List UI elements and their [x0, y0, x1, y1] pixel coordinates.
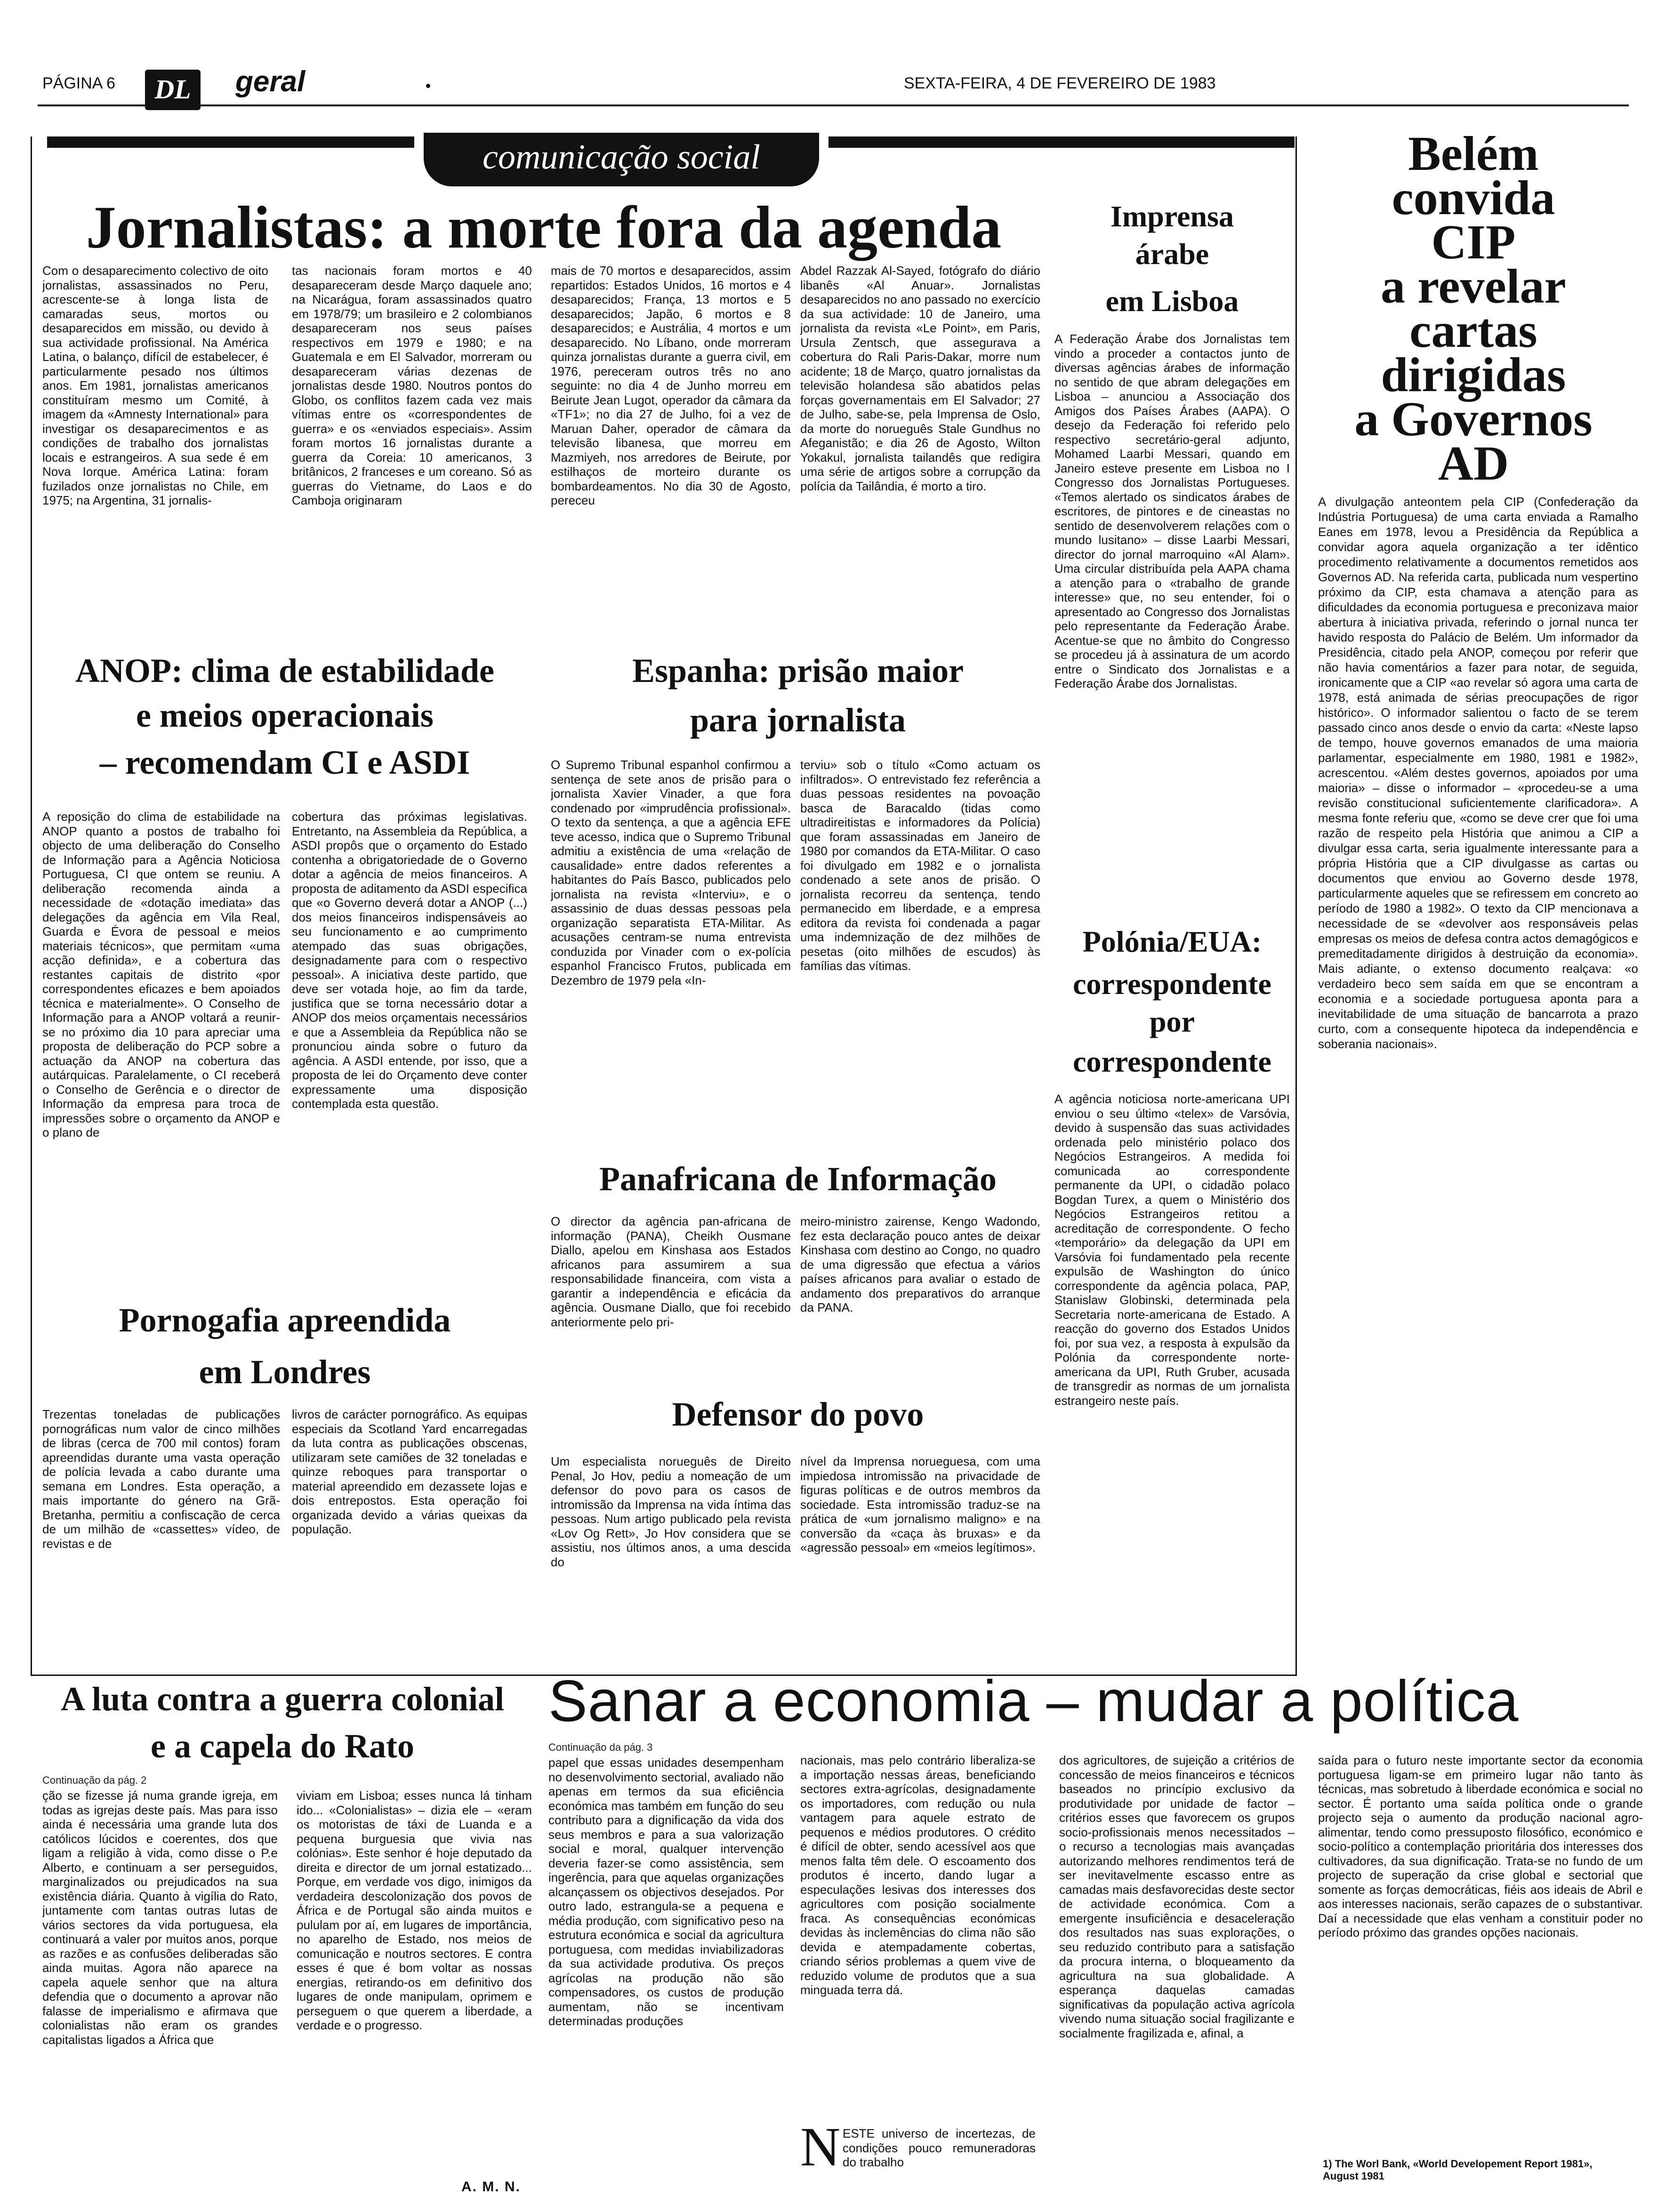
sanar-col-2: nacionais, mas pelo contrário liberaliza-se a importação nessas áreas, beneficiando sectores extra-agrícolas, designadamente os importadores, com redução ou nula vantagem para aquele estrato de pequenos e médios produtores. O crédito é difícil de obter, sendo acessível aos que menos falta têm dele. O escoamento dos produtos é incerto, dando lugar a especulações lesivas dos interesses dos agricultores com posição socialmente fraca. As consequências económicas devidas às inclemências do clima não são devida e atempadamente cobertas, criando sérios problemas a quem vive de reduzido volume de produtos que a sua minguada terra dá.: [800, 1753, 1036, 1997]
headline-belem-l6: dirigidas: [1381, 348, 1566, 402]
sanar-footnote: 1) The Worl Bank, «World Developement Report 1981», August 1981: [1323, 2158, 1593, 2182]
belem-headline-block: [1309, 127, 1638, 490]
dot-separator: [426, 84, 430, 88]
luta-col-1: ção se fizesse já numa grande igreja, em todas as igrejas deste país. Mas para isso ainda é necessária uma grande luta dos católicos lúcidos e coerentes, dos que ligam a religião à vida, como disse o P.e Alberto, e continuam a ser perseguidos, marginalizados ou prejudicados na sua existência diária. Quanto à vigília do Rato, juntamente com tantas outras lutas de vários sectores da vida portuguesa, ela continuará a valer por muitos anos, porque as razões e as confusões deliberadas são ainda muitas. Agora não aparece na capela aquele senhor que na altura defendia que o documento a aprovar não falasse de imperialismo e afirmava que colonialistas não eram os grandes capitalistas ligados a África que: [42, 1788, 278, 2047]
headline-luta-l1: A luta contra a guerra colonial: [61, 1680, 504, 1718]
headline-belem-l8: AD: [1438, 436, 1509, 490]
headline-imprensa-l1: Imprensa: [1110, 200, 1234, 233]
anop-col-1: A reposição do clima de estabilidade na ANOP quanto a postos de trabalho foi objecto de uma deliberação do Conselho de Informação para a Agência Noticiosa Portuguesa, CI que ontem se reuniu. A deliberação recomenda ainda a necessidade de «dotação imediata» das delegações da agência em Vila Real, Guarda e Évora de pessoal e meios materiais técnicos», que permitam «uma acção definida», e a cobertura das restantes capitais de distrito «por correspondentes eficazes e bem apoiados técnica e materialmente». O Conselho de Informação para a ANOP voltará a reunir-se no próximo dia 10 para apreciar uma proposta de deliberação do PCP sobre a actuação da ANOP na cobertura das autárquicas. Paralelamente, o CI receberá o Conselho de Gerência e o director de Informação da empresa para troca de impressões sobre o orçamento da ANOP e o plano de: [42, 809, 280, 1139]
belem-body: A divulgação anteontem pela CIP (Confederação da Indústria Portuguesa) de uma carta enviada a Ramalho Eanes em 1978, levou a Presidência da República a convidar agora aquela organização a ter idêntico procedimento relativamente a documentos remetidos aos Governos AD. Na referida carta, publicada num vespertino próximo da CIP, esta chamava a atenção para as dificuldades da economia portuguesa e preconizava maior abertura à iniciativa privada, referindo o jornal nunca ter havido resposta do Palácio de Belém. Um informador da Presidência, citado pela ANOP, começou por referir que não havia comentários a fazer para notar, de seguida, ironicamente que a CIP «ao revelar só agora uma carta de 1978, está animada de sérias preocupações de rigor histórico». O informador salientou o facto de se terem passado cinco anos desde o envio da carta: «Neste lapso de tempo, houve governos emanados de uma maioria parlamentar, especialmente em 1980, 1981 e 1982», acrescentou. «Além destes governos, apoiados por uma maioria» – disse o informador – «procedeu-se a uma revisão constitucional suficientemente clarificadora». A mesma fonte referiu que, «como se deve crer que foi uma razão de respeito pela História que animou a CIP a divulgar essa carta, seria igualmente interessante para a própria História que a CIP divulgasse as cartas ou documentos que enviou ao Governo desde 1978, particularmente aqueles que se refiressem em concreto ao período de 1980 a 1982». O texto da CIP mencionava a necessidade de se «devolver aos responsáveis pelas empresas os meios de defesa contra actos demagógicos e premeditadamente dirigidos à destruição da economia». Mais adiante, o extenso documento realçava: «o verdadeiro beco sem saída em que se encontram a economia e a sociedade portuguesa aponta para a inevitabilidade de uma situação de bancarrota a prazo curto, com a consequente hipoteca da independência e soberania nacionais».: [1318, 495, 1638, 1051]
jornalistas-col-3: mais de 70 mortos e desaparecidos, assim repartidos: Estados Unidos, 16 mortos e 4 desaparecidos; França, 13 mortos e 5 desaparecidos; Japão, 6 mortos e 8 desaparecidos; e Austrália, 4 mortos e um desaparecido. No Líbano, onde morreram quinza jornalistas durante a guerra civil, em 1976, pereceram outros três no ano seguinte: no dia 4 de Junho morreu em Beirute Jean Lugot, operador da câmara da «TF1»; no dia 27 de Julho, foi a vez de Maruan Daher, operador de câmara da televisão libanesa, que morreu em Mazmiyeh, nos arredores de Beirute, por estilhaços de morteiro durante os bombardeamentos. No dia 30 de Agosto, pereceu: [551, 264, 791, 507]
pornografia-col-2: livros de carácter pornográfico. As equipas especiais da Scotland Yard encarregadas da luta contra as publicações obscenas, utilizaram sete camiões de 32 toneladas e quinze reboques para transportar o material apreendido em dezassete lojas e dois entrepostos. Esta operação foi organizada devido a várias queixas da população.: [292, 1407, 527, 1536]
sanar-col-3: dos agricultores, de sujeição a critérios de concessão de meios financeiros e técnicos baseados no princípio exclusivo da produtividade por unidade de factor – critérios esses que favorecem os grupos socio-profissionais menos necessitados – o recurso a tecnologias mais avançadas autorizando melhores rendimentos terá de ser inevitavelmente escasso entre as camadas mais desfavorecidas deste sector de actividade económica. Com a emergente insuficiência e desaceleração dos resultados nas suas explorações, o seu reduzido contributo para a satisfação da procura interna, o bloqueamento da agricultura na sua globalidade. A esperança daquelas camadas significativas da população activa agrícola vivendo numa situação social fragilizante e socialmente fragilizada e, afinal, a: [1059, 1753, 1295, 2040]
panafricana-col-2: meiro-ministro zairense, Kengo Wadondo, fez esta declaração pouco antes de deixar Kinshasa com destino ao Congo, no quadro de uma digressão que efectua a vários países africanos para avaliar o estado de andamento dos preparativos do arranque da PANA.: [800, 1214, 1040, 1314]
headline-imprensa-l2: árabe: [1135, 237, 1209, 271]
headline-belem-l2: convida: [1392, 171, 1555, 225]
imprensa-body: A Federação Árabe dos Jornalistas tem vindo a proceder a contactos junto de diversas agências árabes de informação no sentido de que abram delegações em Lisboa – anunciou a Associação dos Amigos dos Países Árabes (AAPA). O desejo da Federação foi referido pelo respectivo secretário-geral adjunto, Mohamed Laarbi Messari, quando em Janeiro esteve presente em Lisboa no I Congresso dos Jornalistas Portugueses. «Temos alertado os sindicatos árabes de escritores, de pintores e de cineastas no sentido de desenvolverem relações com o mundo lusitano» – disse Laarbi Messari, director do jornal marroquino «Al Alam». Uma circular distribuída pela AAPA chama a atenção para o «trabalho de grande interesse» que, no seu entender, foi o apresentado ao Congresso dos Jornalistas pelo representante da Federação Árabe. Acentue-se que no âmbito do Congresso se procedeu já à assinatura de um acordo entre o Sindicato dos Jornalistas e a Federação Árabe dos Jornalistas.: [1054, 332, 1290, 690]
headline-belem-l4: a revelar: [1381, 259, 1566, 313]
page-date: SEXTA-FEIRA, 4 DE FEVEREIRO DE 1983: [904, 74, 1216, 92]
jornalistas-col-2: tas nacionais foram mortos e 40 desapareceram desde Março daquele ano; na Nicarágua, foram assassinados quatro em 1978/79; um brasileiro e 2 colombianos desapareceram nos seus países respectivos em 1979 e 1980; e na Guatemala e em El Salvador, morreram ou desapareceram várias dezenas de jornalistas desde 1980. Noutros pontos do Globo, os conflitos fazem cada vez mais vítimas entre os «correspondentes de guerra» e os «enviados especiais». Assim foram mortos 16 jornalistas durante a guerra da Coreia: 10 americanos, 3 britânicos, 2 franceses e um coreano. Só as guerras do Vietname, do Laos e do Camboja originaram: [292, 264, 532, 507]
sanar-col-2b: ESTE universo de incertezas, de condições pouco remuneradoras do trabalho: [843, 2126, 1036, 2169]
headline-imprensa-l3: em Lisboa: [1105, 284, 1239, 318]
headline-sanar: Sanar a economia – mudar a política: [548, 1669, 1519, 1734]
jornalistas-col-4: Abdel Razzak Al-Sayed, fotógrafo do diário libanês «Al Anuar». Jornalistas desaparecidos no ano passado no exercício da sua actividade: 10 de Janeiro, uma jornalista da revista «Le Point», em Paris, Ursula Zentsch, que assegurava a cobertura do Rali Paris-Dakar, morre num acidente; 18 de Março, quatro jornalistas da televisão holandesa são abatidos pelas forças governamentais em El Salvador; 27 de Julho, sabe-se, pela Imprensa de Oslo, da morte do norueguês Stale Gundhus no Afeganistão; e dia 26 de Agosto, Wilton Yokakul, jornalista tailandês que redigira uma série de artigos sobre a corrupção da polícia da Tailândia, é morto a tiro.: [800, 264, 1040, 493]
panafricana-col-1: O director da agência pan-africana de informação (PANA), Cheikh Ousmane Diallo, apelou em Kinshasa aos Estados africanos para assumirem a sua responsabilidade financeira, com vista a garantir a independência e eficácia da agência. Ousmane Diallo, que foi recebido anteriormente pelo pri-: [551, 1214, 791, 1329]
sanar-dropcap-block: [800, 2116, 1036, 2193]
defensor-col-2: nível da Imprensa norueguesa, com uma impiedosa intromissão na privacidade de figuras políticas e de outros membros da sociedade. Esta intromissão traduz-se na prática de «um jornalismo maligno» e na conversão da «caça às bruxas» e da «agressão pessoal» em «meios legítimos».: [800, 1454, 1040, 1555]
pornografia-col-1: Trezentas toneladas de publicações pornográficas num valor de cinco milhões de libras (cerca de 700 mil contos) foram apreendidas durante uma vasta operação de polícia levada a cabo durante uma semana em Londres. Esta operação, a mais importante do género na Grã-Bretanha, permitiu a confiscação de cerca de um milhão de «cassettes» vídeo, de revistas e de: [42, 1407, 280, 1551]
luta-col-2: viviam em Lisboa; esses nunca lá tinham ido... «Colonialistas» – dizia ele – «eram os motoristas de táxi de Luanda e a pequena burguesia que vivia nas colónias». Este senhor é hoje deputado da direita e director de um jornal estatizado... Porque, em verdade vos digo, inimigos da verdadeira descolonização dos povos de África e de Portugal são ainda muitos e pululam por aí, em lugares de importância, no aparelho de Estado, nos meios de comunicação e noutros sectores. E contra esses é que é bom voltar as nossas energias, retirando-os em definitivo dos lugares de onde manipulam, oprimem e perseguem o que querem a liberdade, a verdade e o progresso.: [297, 1788, 532, 2032]
headline-anop-l2: e meios operacionais: [136, 697, 434, 734]
headline-belem-l7: a Governos: [1354, 392, 1593, 446]
polonia-body: A agência noticiosa norte-americana UPI enviou o seu último «telex» de Varsóvia, devido à suspensão das suas actividades ordenada pelo ministério polaco dos Negócios Estrangeiros. A medida foi comunicada ao correspondente permanente da UPI, o cidadão polaco Bogdan Turex, a quem o Ministério dos Negócios Estrangeiros retitou a acreditação de correspondente. O fecho «temporário» da delegação da UPI em Varsóvia foi fundamentado pela recente expulsão de Washington do único correspondente da agência polaca, PAP, Stanislaw Globinski, determinada pela Secretaria norte-americana de Estado. A reacção do governo dos Estados Unidos foi, por sua vez, a resposta à expulsão da Polónia da correspondente norte-americana da UPI, Ruth Gruber, acusada de transgredir as normas de um jornalista estrangeiro neste país.: [1054, 1092, 1290, 1408]
header-rule: [38, 104, 1629, 106]
headline-anop-l1: ANOP: clima de estabilidade: [75, 652, 494, 689]
anop-col-2: cobertura das próximas legislativas. Entretanto, na Assembleia da República, a ASDI propôs que o orçamento do Estado contenha a obrigatoriedade de o Governo dotar a agência de meios financeiros. A proposta de aditamento da ASDI especifica que «o Governo deverá dotar a ANOP (...) dos meios financeiros indispensáveis ao seu funcionamento e ao cumprimento atempado das suas obrigações, designadamente para com o respectivo pessoal». A iniciativa deste partido, que deve ser votada hoje, ao fim da tarde, justifica que se torna necessário dotar a ANOP dos meios orçamentais necessários e que a Assembleia da República não se pronunciou ainda sobre o futuro da agência. A ASDI entende, por isso, que a proposta de lei do Orçamento deve conter expressamente uma disposição contemplada esta questão.: [292, 809, 527, 1111]
headline-polonia-l1: Polónia/EUA:: [1082, 925, 1262, 958]
right-frame-line: [1295, 136, 1297, 1675]
headline-belem-l3: CIP: [1431, 215, 1516, 269]
headline-belem-l1: Belém: [1408, 127, 1539, 181]
sanar-dropcap: N: [800, 2116, 841, 2178]
jornalistas-col-1: Com o desaparecimento colectivo de oito jornalistas, assassinados no Peru, acrescente-se à longa lista de camaradas seus, mortos ou desaparecidos em missão, ou devido à sua actividade profissional. Na América Latina, o balanço, difícil de estabelecer, é particularmente pesado nos últimos anos. Em 1981, jornalistas americanos constituíram mesmo um Comité, à imagem da «Amnesty International» para investigar os desaparecimentos e as condições de trabalho dos jornalistas locais e estrangeiros. A sua sede é em Nova Iorque. América Latina: foram fuzilados onze jornalistas no Chile, em 1975; na Argentina, 31 jornalis-: [42, 264, 268, 507]
headline-pornografia-l1: Pornogafia apreendida: [119, 1301, 451, 1339]
headline-panafricana: Panafricana de Informação: [599, 1160, 997, 1198]
headline-polonia-l3: por: [1150, 1005, 1195, 1038]
luta-col-1-wrap: [42, 1774, 278, 2188]
sanar-col-1-wrap: [548, 1741, 784, 2193]
left-frame-line: [31, 136, 32, 1675]
headline-polonia-l4: correspondente: [1073, 1045, 1271, 1078]
luta-continuation: Continuação da pág. 2: [42, 1774, 147, 1786]
defensor-col-1: Um especialista norueguês de Direito Penal, Jo Hov, pediu a nomeação de um defensor do povo para os casos de intromissão da Imprensa na vida íntima das pessoas. Num artigo publicado pela revista «Lov Og Rett», Jo Hov considera que se assistiu, nos últimos anos, a uma descida do: [551, 1454, 791, 1569]
sanar-col-1: papel que essas unidades desempenham no desenvolvimento sectorial, avaliado não apenas em termos da sua eficiência económica mas também em função do seu contributo para a dignificação da vida dos seus membros e para a sua valorização social e moral, qualquer intervenção deveria fazer-se como assistência, sem ingerência, para que aquelas organizações alcançassem os objectivos desejados. Por outro lado, estrangula-se a pequena e média produção, com significativo peso na estrutura económica e social da agricultura portuguesa, com medidas inviabilizadoras da sua actividade produtiva. Os preços agrícolas na produção não são compensadores, os custos de produção aumentam, não se incentivam determinadas produções: [548, 1755, 784, 2028]
newspaper-logo-text: DL: [154, 74, 191, 104]
espanha-col-2: terviu» sob o título «Como actuam os infiltrados». O entrevistado fez referência a duas pessoas residentes na povoação basca de Baracaldo (tidas como ultradireitistas e informadores da Polícia) que foram assassinadas em Janeiro de 1980 por comandos da ETA-Militar. O caso foi divulgado em 1982 e o jornalista condenado a sete anos de prisão. O jornalista recorreu da sentença, tendo permanecido em liberdade, e a empresa editora da revista foi condenada a pagar uma indemnização de dez milhões de pesetas (oito milhões de escudos) às famílias das vítimas.: [800, 758, 1040, 973]
headline-luta-l2: e a capela do Rato: [151, 1727, 414, 1765]
banner-bar-right: [828, 136, 1295, 148]
headline-pornografia-l2: em Londres: [199, 1353, 371, 1391]
sanar-col-4: saída para o futuro neste importante sector da economia portuguesa ligam-se em primeiro lugar não tanto às técnicas, mas sobretudo à liberdade económica e social no sector. É portanto uma saída política onde o grande projecto seja o aumento da produção nacional agro-alimentar, tendo como pressuposto filosófico, económico e socio-político a contemplação prioritária dos interesses dos cultivadores, da sua dignificação. Trata-se no fundo de um projecto de superação da crise global e sectorial que somente as forças democráticas, fiéis aos ideais de Abril e aos interesses nacionais, serão capazes de o substantivar. Daí a necessidade que elas venham a constituir poder no período próximo das grandes opções nacionais.: [1318, 1753, 1643, 1940]
headline-anop-l3: – recomendam CI e ASDI: [99, 744, 470, 781]
sanar-continuation: Continuação da pág. 3: [548, 1741, 653, 1753]
section-name: geral: [235, 65, 306, 98]
headline-defensor: Defensor do povo: [672, 1395, 924, 1433]
section-banner-text: comunicação social: [483, 138, 760, 176]
luta-signature: A. M. N.: [461, 2179, 521, 2195]
banner-bar-left: [47, 136, 414, 148]
section-banner: [424, 133, 819, 186]
page-header: [0, 0, 1657, 113]
headline-jornalistas: Jornalistas: a morte fora da agenda: [86, 194, 1002, 261]
headline-belem-l5: cartas: [1409, 304, 1537, 358]
headline-polonia-l2: correspondente: [1073, 967, 1271, 1001]
headline-espanha-l2: para jornalista: [690, 701, 906, 739]
headline-espanha-l1: Espanha: prisão maior: [632, 652, 964, 689]
page-number: PÁGINA 6: [42, 74, 115, 92]
espanha-col-1: O Supremo Tribunal espanhol confirmou a sentença de sete anos de prisão para o jornalista Xavier Vinader, a que fora condenado por «imprudência profissional». O texto da sentença, a que a agência EFE teve acesso, indica que o Supremo Tribunal admitiu a existência de uma «relação de causalidade» entre dados referentes a habitantes do País Basco, publicados pelo jornalista na revista «Interviu», e o assassinio de duas dessas pessoas pela organização separatista ETA-Militar. As acusações centram-se numa entrevista conduzida por Vinader com o ex-polícia espanhol Francisco Frutos, publicada em Dezembro de 1979 pela «In-: [551, 758, 791, 987]
